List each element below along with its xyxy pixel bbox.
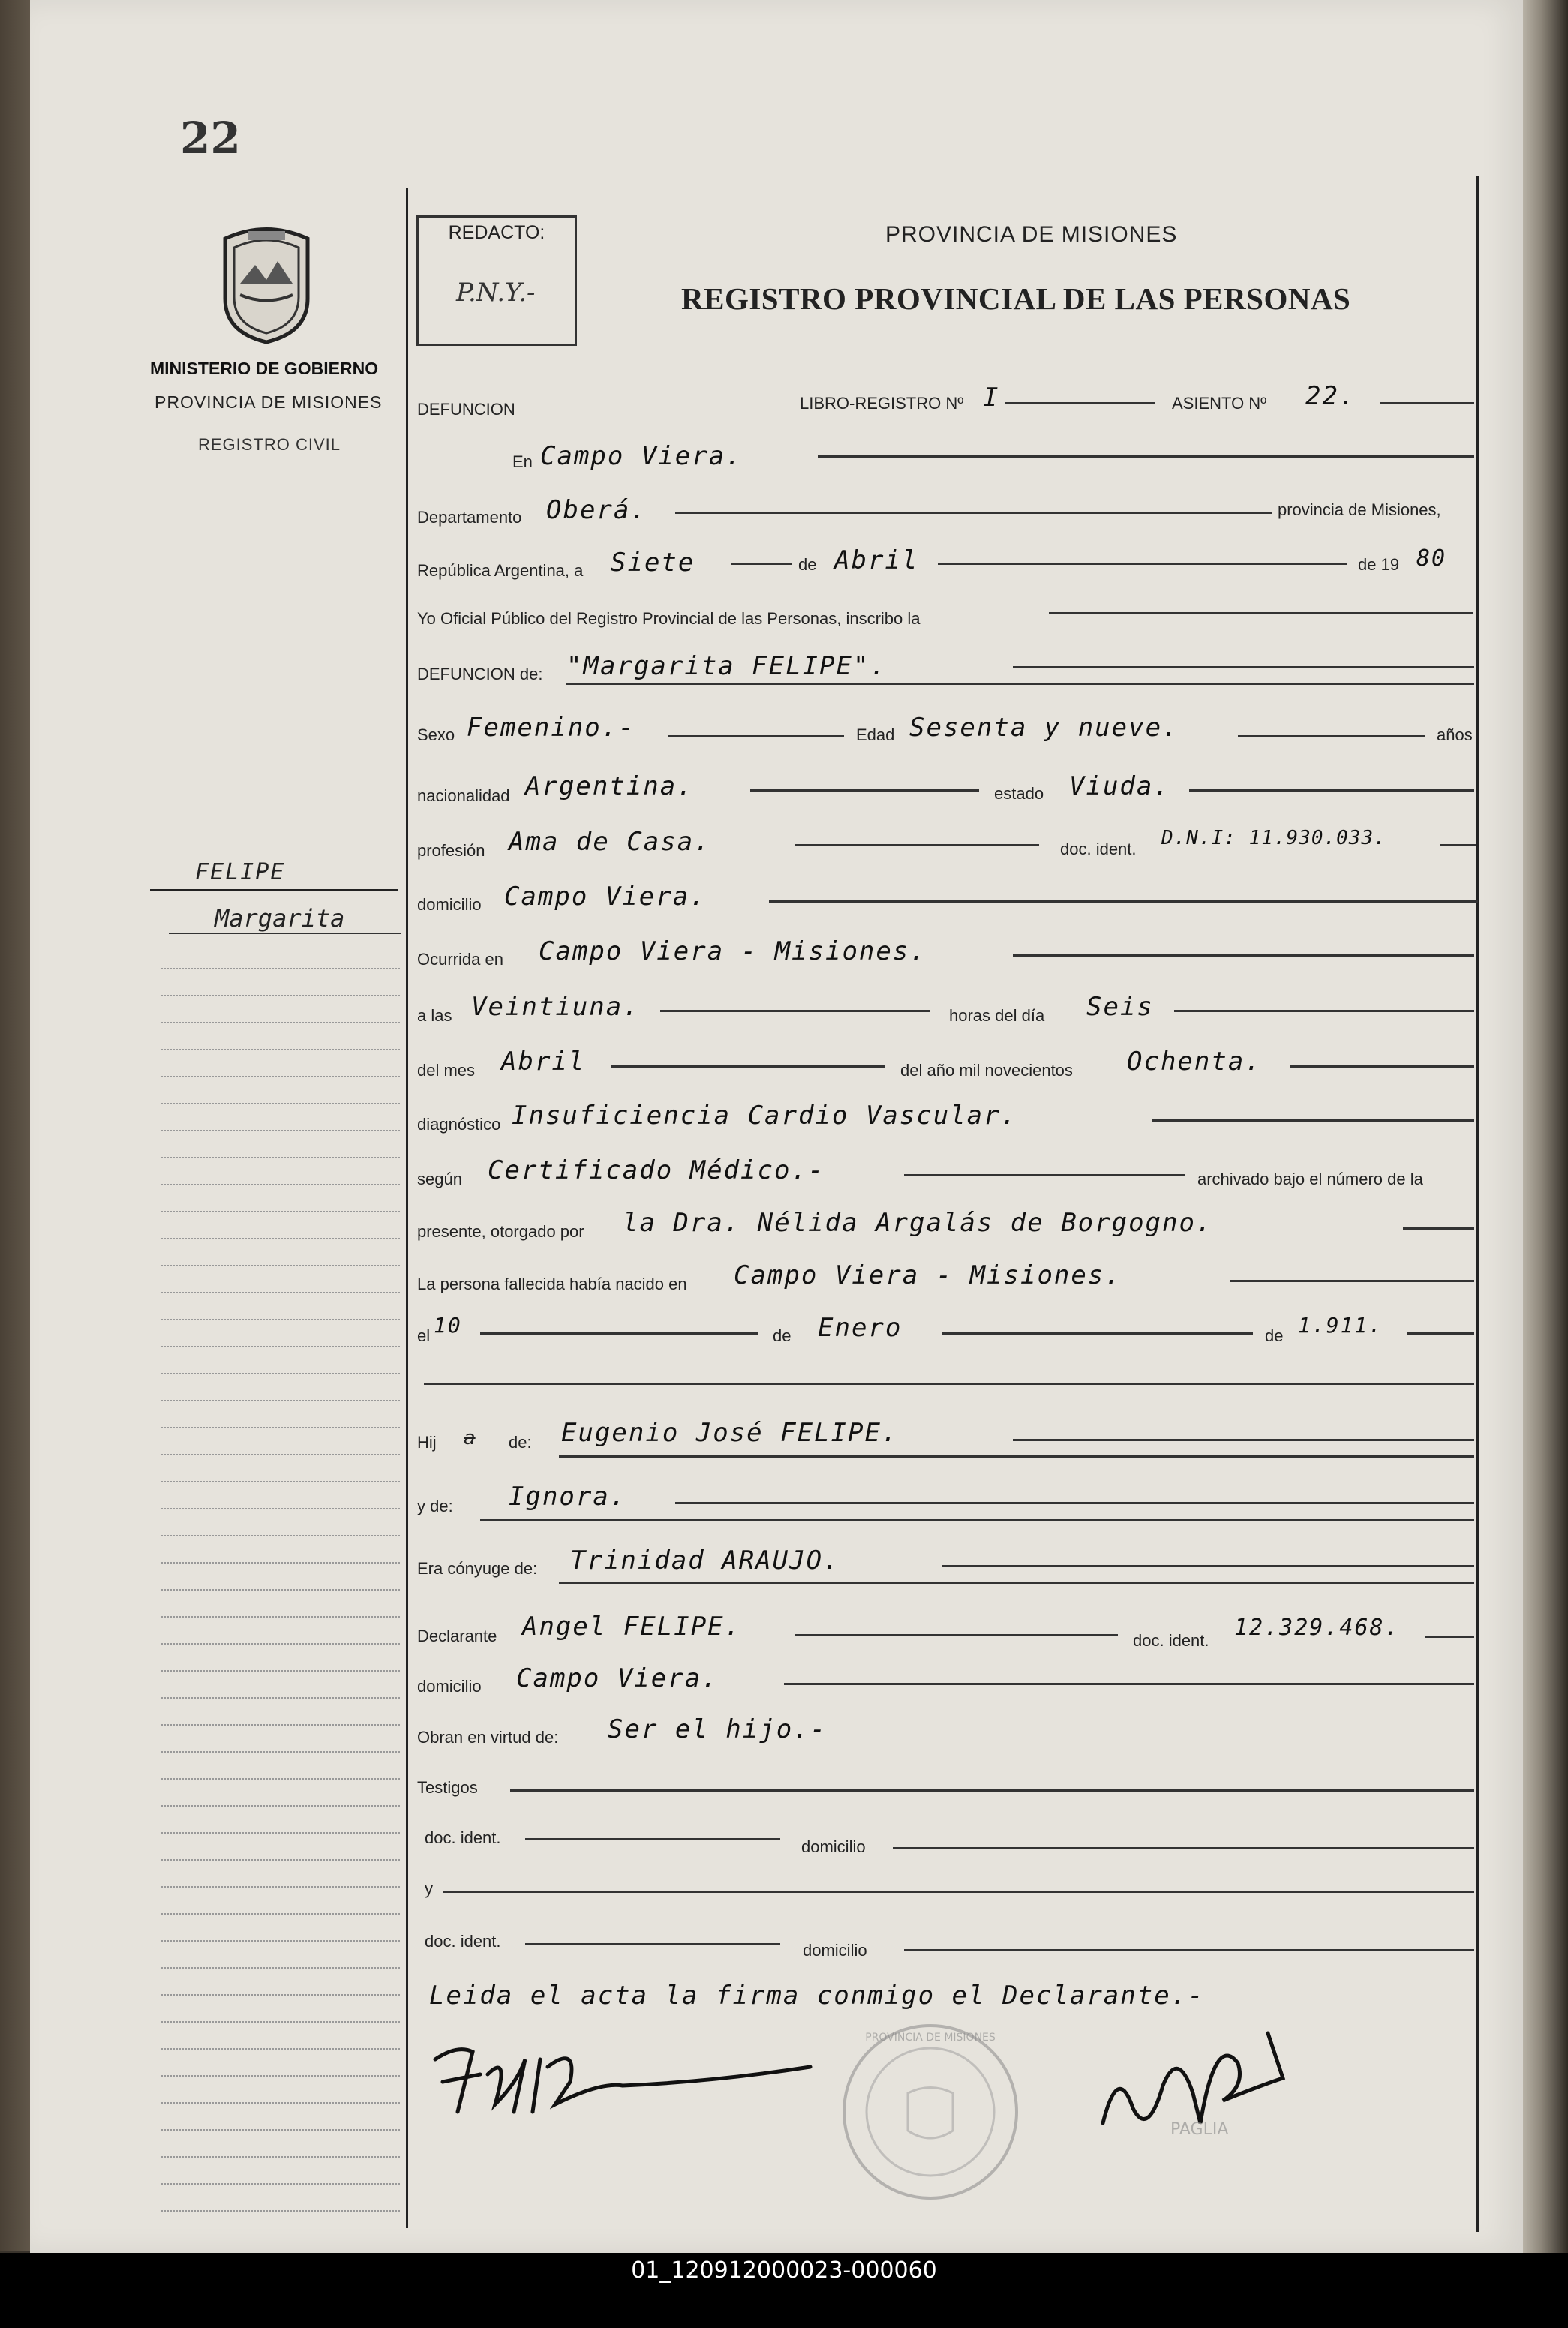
de-label: de [798, 555, 817, 574]
horas-label: horas del día [949, 1006, 1045, 1025]
margin-ruling-line [161, 2048, 400, 2050]
profesion-label: profesión [417, 841, 485, 860]
margin-ruling-line [161, 1481, 400, 1482]
nacido-value: Campo Viera - Misiones. [734, 1260, 1122, 1290]
margin-ruling-line [161, 1049, 400, 1050]
domicilio2-label: domicilio [417, 1677, 482, 1696]
segun-label: según [417, 1170, 462, 1188]
testigo1-doc-label: doc. ident. [425, 1828, 501, 1847]
margin-underline [150, 889, 398, 891]
padre-line [1013, 1439, 1474, 1441]
doc2-value: 12.329.468. [1234, 1615, 1400, 1641]
estado-line [1189, 789, 1474, 792]
doc-label: doc. ident. [1060, 840, 1137, 858]
mes-value: Abril [834, 545, 919, 575]
redacto-initials: P.N.Y.- [456, 278, 536, 308]
ano2-line [1290, 1065, 1474, 1068]
departamento-label: Departamento [417, 508, 522, 527]
dia-value: Siete [611, 548, 695, 578]
margin-ruling-line [161, 2156, 400, 2158]
domicilio-label: domicilio [417, 895, 482, 914]
margin-ruling-line [161, 1805, 400, 1807]
archivado-label: archivado bajo el número de la [1197, 1170, 1423, 1188]
nac-dia-value: 10 [434, 1313, 462, 1338]
domicilio-line [769, 900, 1478, 903]
ocurrida-line [1013, 954, 1474, 957]
margin-ruling-line [161, 1373, 400, 1374]
margin-ruling-line [161, 2183, 400, 2185]
margin-ruling-line [161, 2021, 400, 2023]
obran-label: Obran en virtud de: [417, 1728, 559, 1747]
oficial-line [1049, 612, 1473, 614]
margin-ruling-line [161, 1265, 400, 1266]
estado-label: estado [994, 784, 1044, 803]
margin-ruling-line [161, 995, 400, 996]
margin-ruling-line [161, 1211, 400, 1212]
fallecido-line [1013, 666, 1474, 668]
nac-ano-value: 1.911. [1298, 1313, 1383, 1338]
diagnostico-label: diagnóstico [417, 1115, 501, 1134]
doc-value: D.N.I: 11.930.033. [1161, 827, 1386, 849]
margin-ruling-line [161, 1751, 400, 1753]
page-stack-edge [1523, 0, 1568, 2253]
mes2-value: Abril [501, 1047, 586, 1077]
mes2-line [611, 1065, 885, 1068]
declarante-label: Declarante [417, 1627, 497, 1645]
margin-surname: FELIPE [195, 859, 286, 885]
ministry-registry: REGISTRO CIVIL [198, 435, 341, 454]
margin-ruling-line [161, 1535, 400, 1536]
domicilio2-value: Campo Viera. [516, 1663, 719, 1693]
doc2-line [1425, 1636, 1474, 1638]
margin-ruling-line [161, 1238, 400, 1239]
hora-value: Veintiuna. [471, 992, 640, 1022]
stamp-text: PROVINCIA DE MISIONES [865, 2032, 996, 2044]
margin-ruling-line [161, 1076, 400, 1077]
obran-value: Ser el hijo.- [608, 1714, 828, 1744]
en-value: Campo Viera. [540, 441, 743, 471]
conyuge-label: Era cónyuge de: [417, 1559, 538, 1578]
record-type-label: DEFUNCION [417, 400, 515, 419]
de19-label: de 19 [1358, 555, 1400, 574]
edad-line [1238, 735, 1425, 737]
fallecido-value: "Margarita FELIPE". [566, 651, 887, 681]
sexo-line [668, 735, 844, 737]
margin-ruling-line [161, 1400, 400, 1401]
y-label: y [425, 1879, 433, 1898]
margin-ruling-line [161, 1508, 400, 1509]
diagnostico-value: Insuficiencia Cardio Vascular. [512, 1101, 1018, 1131]
margin-ruling-line [161, 1724, 400, 1726]
nac-mes-value: Enero [818, 1313, 903, 1343]
segun-value: Certificado Médico.- [488, 1155, 825, 1185]
testigos-line [510, 1789, 1474, 1792]
ocurrida-label: Ocurrida en [417, 950, 503, 969]
testigo2-doc-label: doc. ident. [425, 1932, 501, 1951]
blank-line [424, 1383, 1474, 1385]
margin-ruling-line [161, 1643, 400, 1645]
declarante-signature [428, 2029, 818, 2127]
libro-value: I [983, 383, 1000, 413]
margin-ruling-line [161, 1886, 400, 1888]
diagnostico-line [1152, 1119, 1474, 1122]
signature-stamp-name: PAGLIA [1170, 2120, 1229, 2139]
margin-divider [406, 188, 408, 2228]
testigo2-domicilio-line [904, 1949, 1474, 1951]
image-id-footer: 01_120912000023-000060 [0, 2253, 1568, 2328]
nac-ano-line [1407, 1332, 1474, 1335]
margin-ruling-line [161, 2075, 400, 2077]
mes-line [938, 563, 1347, 565]
margin-ruling-line [161, 968, 400, 969]
edad-value: Sesenta y nueve. [909, 713, 1179, 743]
conyuge-line [942, 1565, 1474, 1567]
margin-ruling-line [161, 1616, 400, 1618]
province-crest-icon [218, 224, 315, 344]
conyuge-value: Trinidad ARAUJO. [570, 1545, 840, 1576]
margin-ruling-line [161, 1562, 400, 1564]
presente-value: la Dra. Nélida Argalás de Borgogno. [623, 1208, 1213, 1238]
sexo-label: Sexo [417, 725, 455, 744]
libro-label: LIBRO-REGISTRO Nº [800, 394, 964, 413]
margin-ruling-line [161, 2210, 400, 2212]
doc2-label: doc. ident. [1133, 1631, 1209, 1650]
nacido-label: La persona fallecida había nacido en [417, 1275, 687, 1293]
declarante-value: Angel FELIPE. [522, 1612, 742, 1642]
margin-ruling-line [161, 1319, 400, 1320]
ocurrida-value: Campo Viera - Misiones. [539, 936, 927, 966]
conyuge-underline [559, 1582, 1474, 1584]
testigo2-line [443, 1891, 1474, 1893]
margin-ruling-line [161, 1427, 400, 1428]
libro-line [1005, 402, 1155, 404]
anio-value: 80 [1416, 545, 1447, 572]
departamento-line [675, 512, 1272, 514]
madre-value: Ignora. [509, 1482, 627, 1512]
nacionalidad-label: nacionalidad [417, 786, 510, 805]
asiento-line [1380, 402, 1474, 404]
padre-underline [559, 1455, 1474, 1458]
margin-given-name: Margarita [215, 904, 345, 933]
ano2-value: Ochenta. [1127, 1047, 1262, 1077]
fallecido-underline [566, 683, 1474, 685]
margin-underline-2 [169, 933, 401, 934]
page-number: 22 [180, 113, 241, 164]
en-line [818, 455, 1474, 458]
hora-line [660, 1010, 930, 1012]
margin-ruling-line [161, 1778, 400, 1780]
delano-label: del año mil novecientos [900, 1061, 1073, 1080]
right-border [1476, 176, 1479, 2232]
domicilio2-line [784, 1683, 1474, 1685]
margin-ruling-line [161, 1157, 400, 1158]
testigo1-doc-line [525, 1838, 780, 1840]
testigo1-domicilio-label: domicilio [801, 1837, 866, 1856]
margin-ruling-line [161, 1589, 400, 1591]
nac-de2-label: de [1265, 1326, 1284, 1345]
margin-ruling-line [161, 1022, 400, 1023]
margin-ruling-line [161, 1697, 400, 1699]
official-signature [1088, 2018, 1313, 2146]
margin-ruling-line [161, 1913, 400, 1915]
margin-ruling-line [161, 1832, 400, 1834]
margin-ruling-line [161, 1103, 400, 1104]
margin-ruling-line [161, 1184, 400, 1185]
nac-dia-line [480, 1332, 758, 1335]
margin-ruling-line [161, 1940, 400, 1942]
presente-label: presente, otorgado por [417, 1222, 584, 1241]
presente-line [1403, 1227, 1474, 1230]
el-label: el [417, 1326, 431, 1345]
margin-ruling-line [161, 1670, 400, 1672]
provincia-label: provincia de Misiones, [1278, 500, 1441, 519]
padre-value: Eugenio José FELIPE. [561, 1418, 899, 1448]
registry-stamp [837, 2018, 1024, 2206]
profesion-line [795, 844, 1039, 846]
declarante-line [795, 1634, 1118, 1636]
margin-ruling-line [161, 2102, 400, 2104]
redacto-label: REDACTO: [448, 222, 545, 243]
testigo2-doc-line [525, 1943, 780, 1945]
doc-line [1440, 844, 1476, 846]
nacionalidad-value: Argentina. [525, 771, 694, 801]
edad-label: Edad [856, 725, 895, 744]
nacido-line [1230, 1280, 1474, 1282]
hij-de-label: de: [509, 1433, 532, 1452]
ministry-province: PROVINCIA DE MISIONES [155, 392, 383, 412]
segun-line [904, 1174, 1185, 1176]
estado-value: Viuda. [1069, 771, 1170, 801]
registry-header: REGISTRO PROVINCIAL DE LAS PERSONAS [681, 281, 1351, 316]
dia2-value: Seis [1086, 992, 1154, 1022]
asiento-label: ASIENTO Nº [1172, 394, 1267, 413]
testigo2-domicilio-label: domicilio [803, 1941, 867, 1960]
delmes-label: del mes [417, 1061, 476, 1080]
closing-statement: Leida el acta la firma conmigo el Declarante.- [429, 1981, 1205, 2011]
margin-ruling-line [161, 1994, 400, 1996]
dia-line [731, 563, 792, 565]
nac-de-label: de [773, 1326, 792, 1345]
testigos-label: Testigos [417, 1778, 478, 1797]
ministry-title: MINISTERIO DE GOBIERNO [150, 359, 379, 378]
nacionalidad-line [750, 789, 979, 792]
margin-ruling-line [161, 1292, 400, 1293]
dia2-line [1174, 1010, 1474, 1012]
yde-label: y de: [417, 1497, 453, 1515]
oficial-text: Yo Oficial Público del Registro Provincial de las Personas, inscribo la [417, 609, 921, 628]
margin-ruling-line [161, 1967, 400, 1969]
profesion-value: Ama de Casa. [509, 827, 711, 857]
alas-label: a las [417, 1006, 452, 1025]
hij-label: Hij [417, 1433, 437, 1452]
margin-ruling-line [161, 1346, 400, 1347]
redacto-box [416, 215, 577, 346]
testigo1-domicilio-line [893, 1847, 1474, 1849]
departamento-value: Oberá. [546, 495, 647, 525]
madre-line [675, 1502, 1474, 1504]
sexo-value: Femenino.- [467, 713, 635, 743]
asiento-value: 22. [1305, 381, 1356, 411]
republica-label: República Argentina, a [417, 561, 584, 580]
madre-underline [480, 1519, 1474, 1521]
margin-ruling-line [161, 2129, 400, 2131]
nac-mes-line [942, 1332, 1253, 1335]
margin-ruling-line [161, 1859, 400, 1861]
defuncion-de-label: DEFUNCION de: [417, 665, 543, 683]
domicilio-value: Campo Viera. [504, 882, 707, 912]
en-label: En [512, 452, 533, 471]
margin-ruling-line [161, 1454, 400, 1455]
margin-ruling-line [161, 1130, 400, 1131]
anos-label: años [1437, 725, 1473, 744]
hij-suffix: a [464, 1427, 476, 1449]
province-header: PROVINCIA DE MISIONES [885, 222, 1178, 247]
